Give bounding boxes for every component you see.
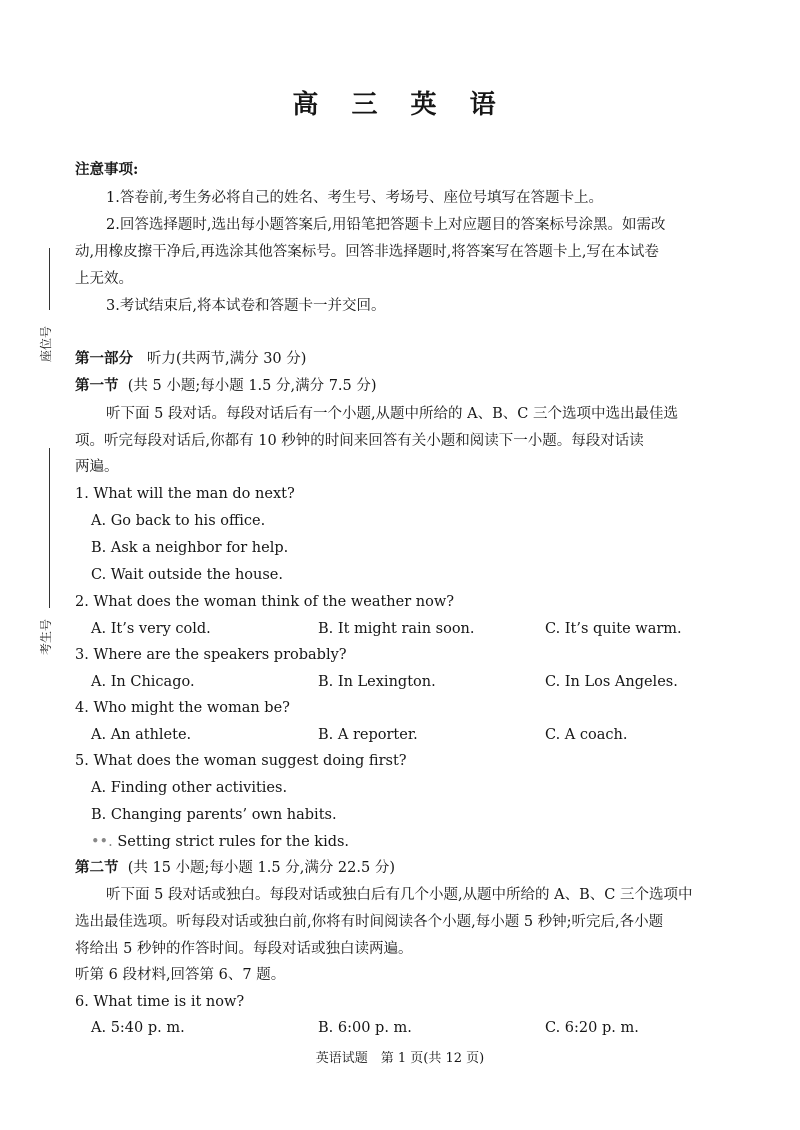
question-1: 1. What will the man do next? bbox=[75, 486, 295, 502]
notice-item-2-line-1: 2.回答选择题时,选出每小题答案后,用铅笔把答题卡上对应题目的答案标号涂黑。如需改 bbox=[106, 217, 666, 233]
question-2: 2. What does the woman think of the weather now? bbox=[75, 594, 455, 610]
question-5-option-c bbox=[91, 832, 349, 852]
question-4-option-a: A. An athlete. bbox=[91, 727, 192, 743]
question-6-option-a: A. 5:40 p. m. bbox=[91, 1020, 185, 1036]
question-4-option-c: C. A coach. bbox=[545, 727, 628, 743]
notice-item-2-line-2: 动,用橡皮擦干净后,再选涂其他答案标号。回答非选择题时,将答案写在答题卡上,写在本试卷 bbox=[75, 244, 659, 260]
page-title: 高 三 英 语 bbox=[292, 90, 508, 120]
section1-instructions-line-1: 听下面 5 段对话。每段对话后有一个小题,从题中所给的 A、B、C 三个选项中选出最佳选 bbox=[106, 406, 678, 422]
seat-number-label: 座位号 bbox=[39, 325, 53, 362]
part1-heading bbox=[75, 349, 306, 369]
question-3-option-c: C. In Los Angeles. bbox=[545, 674, 678, 690]
question-1-option-c: C. Wait outside the house. bbox=[91, 567, 283, 583]
examinee-number-line bbox=[49, 448, 50, 608]
question-6: 6. What time is it now? bbox=[75, 994, 245, 1010]
question-5-option-b: B. Changing parents’ own habits. bbox=[91, 807, 337, 823]
examinee-number-label: 考生号 bbox=[39, 618, 53, 655]
question-3-option-a: A. In Chicago. bbox=[91, 674, 195, 690]
notice-heading: 注意事项: bbox=[75, 161, 139, 178]
question-1-option-b: B. Ask a neighbor for help. bbox=[91, 540, 289, 556]
section1-instructions-line-2: 项。听完每段对话后,你都有 10 秒钟的时间来回答有关小题和阅读下一小题。每段对话读 bbox=[75, 433, 644, 449]
question-6-option-b: B. 6:00 p. m. bbox=[318, 1020, 412, 1036]
question-4-option-b: B. A reporter. bbox=[318, 727, 418, 743]
question-5-option-c-text: Setting strict rules for the kids. bbox=[117, 834, 350, 850]
page-footer: 英语试题 第 1 页(共 12 页) bbox=[315, 1051, 485, 1066]
section2-heading-label: 第二节 bbox=[75, 859, 119, 876]
section1-instructions-line-3: 两遍。 bbox=[75, 459, 119, 475]
question-4: 4. Who might the woman be? bbox=[75, 700, 290, 716]
seat-number-line bbox=[49, 248, 50, 310]
section1-heading-sub: (共 5 小题;每小题 1.5 分,满分 7.5 分) bbox=[127, 378, 377, 394]
section2-material-6: 听第 6 段材料,回答第 6、7 题。 bbox=[75, 967, 286, 983]
notice-item-1: 1.答卷前,考生务必将自己的姓名、考生号、考场号、座位号填写在答题卡上。 bbox=[106, 190, 603, 206]
question-1-option-a: A. Go back to his office. bbox=[91, 513, 266, 529]
section2-heading-sub: (共 15 小题;每小题 1.5 分,满分 22.5 分) bbox=[127, 860, 395, 876]
section2-instructions-line-2: 选出最佳选项。听每段对话或独白前,你将有时间阅读各个小题,每小题 5 秒钟;听完后,各小题 bbox=[75, 914, 664, 930]
part1-heading-sub: 听力(共两节,满分 30 分) bbox=[146, 351, 307, 367]
question-3: 3. Where are the speakers probably? bbox=[75, 647, 347, 663]
question-2-option-b: B. It might rain soon. bbox=[318, 621, 475, 637]
part1-heading-label: 第一部分 bbox=[75, 350, 133, 367]
question-3-option-b: B. In Lexington. bbox=[318, 674, 436, 690]
question-5-option-a: A. Finding other activities. bbox=[91, 780, 288, 796]
question-5-option-c-prefix: ••. bbox=[91, 834, 113, 850]
question-6-option-c: C. 6:20 p. m. bbox=[545, 1020, 639, 1036]
section1-heading bbox=[75, 376, 377, 396]
question-2-option-c: C. It’s quite warm. bbox=[545, 621, 682, 637]
section2-instructions-line-1: 听下面 5 段对话或独白。每段对话或独白后有几个小题,从题中所给的 A、B、C 三个选项中 bbox=[106, 887, 693, 903]
notice-item-2-line-3: 上无效。 bbox=[75, 271, 133, 287]
section2-heading bbox=[75, 858, 395, 878]
question-2-option-a: A. It’s very cold. bbox=[91, 621, 211, 637]
section2-instructions-line-3: 将给出 5 秒钟的作答时间。每段对话或独白读两遍。 bbox=[75, 941, 413, 957]
section1-heading-label: 第一节 bbox=[75, 377, 119, 394]
question-5: 5. What does the woman suggest doing first? bbox=[75, 753, 407, 769]
notice-item-3: 3.考试结束后,将本试卷和答题卡一并交回。 bbox=[106, 298, 386, 314]
